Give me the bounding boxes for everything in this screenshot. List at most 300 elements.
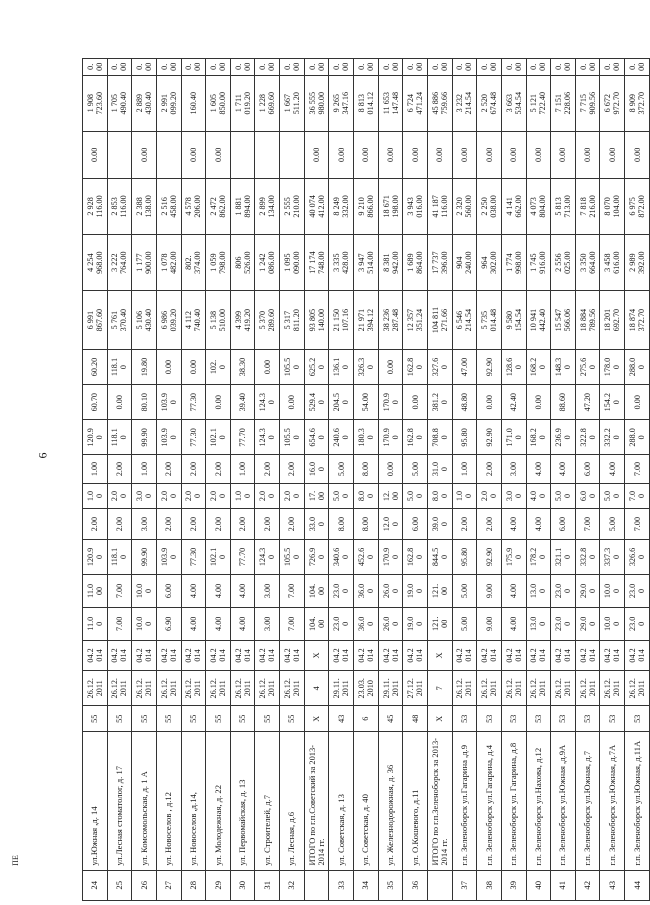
data-cell: 4.00: [206, 575, 231, 608]
data-cell: [230, 131, 255, 178]
resettlement-data-table: [82, 58, 650, 901]
row-number-cell: [427, 870, 452, 900]
data-cell: 45: [378, 706, 403, 732]
data-cell: 1 095 090.00: [280, 235, 305, 291]
data-cell: 04.2 014: [501, 640, 526, 670]
data-cell: 0.00: [452, 131, 477, 178]
data-cell: 5 813 713.00: [551, 178, 576, 234]
data-cell: 0.00: [575, 131, 600, 178]
data-cell: 0.00: [354, 131, 379, 178]
table-row: [501, 59, 526, 901]
data-cell: 7.00: [625, 509, 650, 539]
data-cell: 0.00: [132, 131, 157, 178]
row-number-cell: 29: [206, 870, 231, 900]
data-cell: 105.5 0: [280, 349, 305, 384]
row-number-cell: 27: [156, 870, 181, 900]
data-cell: 1 711 019.20: [230, 75, 255, 131]
address-cell: г.п. Зеленоборск ул.Южная, д.7: [575, 732, 600, 870]
data-cell: 118.1 0: [107, 349, 132, 384]
data-cell: 0. 00: [378, 59, 403, 76]
data-cell: 327.6 0: [427, 349, 452, 384]
row-number-cell: 44: [625, 870, 650, 900]
data-cell: 381.2 0: [427, 385, 452, 420]
data-cell: 340.6 0: [329, 539, 354, 574]
data-cell: 4.00: [501, 509, 526, 539]
data-cell: 178.2 0: [526, 539, 551, 574]
row-number-cell: [304, 870, 329, 900]
data-cell: 27.12. 2011: [403, 671, 428, 706]
data-cell: 04.2 014: [255, 640, 280, 670]
data-cell: 2 991 099.20: [156, 75, 181, 131]
table-row: [280, 59, 305, 901]
data-cell: 10.0 0: [132, 575, 157, 608]
data-cell: 2.0 0: [156, 483, 181, 509]
data-cell: 0.00: [206, 131, 231, 178]
data-cell: 0. 00: [427, 59, 452, 76]
data-cell: 170.9 0: [378, 385, 403, 420]
data-cell: 1 881 894.00: [230, 178, 255, 234]
data-cell: 1 078 482.00: [156, 235, 181, 291]
data-cell: 55: [230, 706, 255, 732]
data-cell: 0. 00: [181, 59, 206, 76]
data-cell: 55: [83, 706, 108, 732]
row-number-cell: 35: [378, 870, 403, 900]
data-cell: 1 705 490.40: [107, 75, 132, 131]
data-cell: 1 667 511.20: [280, 75, 305, 131]
data-cell: 105.5 0: [280, 539, 305, 574]
data-cell: 170.9 0: [378, 420, 403, 455]
row-number-cell: 34: [354, 870, 379, 900]
data-cell: 1 745 916.00: [526, 235, 551, 291]
address-cell: ул. Лесная, д.6: [280, 732, 305, 870]
data-cell: 77.30: [181, 420, 206, 455]
data-cell: 332.2 0: [600, 420, 625, 455]
data-cell: 95.80: [452, 420, 477, 455]
footer-mark: ПЕ: [10, 855, 20, 866]
data-cell: 2.00: [83, 509, 108, 539]
data-cell: 2.00: [230, 509, 255, 539]
data-cell: 26.12. 2011: [206, 671, 231, 706]
data-cell: 54.00: [354, 385, 379, 420]
address-cell: ул. Первомайская, д. 13: [230, 732, 255, 870]
data-cell: 2.00: [181, 455, 206, 483]
data-cell: 26.12. 2011: [575, 671, 600, 706]
data-cell: 121. 00: [427, 607, 452, 640]
data-cell: 0.00: [378, 349, 403, 384]
data-cell: 77.30: [181, 539, 206, 574]
data-cell: 2.00: [206, 509, 231, 539]
data-cell: 55: [181, 706, 206, 732]
data-cell: 7.00: [280, 575, 305, 608]
data-cell: 0. 00: [107, 59, 132, 76]
data-cell: 7.00: [107, 607, 132, 640]
data-cell: 104. 00: [304, 575, 329, 608]
data-cell: 26.12. 2011: [255, 671, 280, 706]
data-cell: 708.8 0: [427, 420, 452, 455]
table-row: [107, 59, 132, 901]
row-number-cell: 38: [477, 870, 502, 900]
data-cell: 8 249 332.00: [329, 178, 354, 234]
data-cell: 160.40: [181, 75, 206, 131]
data-cell: 26.12. 2011: [452, 671, 477, 706]
data-cell: 36 555 980.00: [304, 75, 329, 131]
data-cell: 1 908 723.60: [83, 75, 108, 131]
data-cell: 0.00: [181, 131, 206, 178]
data-cell: 7 715 909.56: [575, 75, 600, 131]
data-cell: 5.0 0: [403, 483, 428, 509]
data-cell: 806 526.00: [230, 235, 255, 291]
data-cell: 5.0 0: [329, 483, 354, 509]
data-cell: 162.8 0: [403, 349, 428, 384]
row-number-cell: 26: [132, 870, 157, 900]
data-cell: 26.12. 2011: [600, 671, 625, 706]
data-cell: 8.00: [354, 509, 379, 539]
data-cell: 5 735 014.48: [477, 291, 502, 350]
data-cell: 18 671 198.00: [378, 178, 403, 234]
data-cell: 7.00: [625, 455, 650, 483]
data-cell: 38.30: [230, 349, 255, 384]
data-cell: 2.00: [452, 509, 477, 539]
data-cell: 6 975 872.00: [625, 178, 650, 234]
data-cell: 1 228 669.60: [255, 75, 280, 131]
address-cell: ул. Молодежная, д. 22: [206, 732, 231, 870]
data-cell: 04.2 014: [206, 640, 231, 670]
data-cell: 6: [354, 706, 379, 732]
row-number-cell: 42: [575, 870, 600, 900]
row-number-cell: 28: [181, 870, 206, 900]
data-cell: 11.0 0: [83, 607, 108, 640]
data-cell: 10.0 0: [600, 607, 625, 640]
data-cell: 53: [501, 706, 526, 732]
data-cell: 6.00: [156, 575, 181, 608]
data-cell: 452.6 0: [354, 539, 379, 574]
data-cell: 19.0 0: [403, 575, 428, 608]
data-cell: 92.90: [477, 539, 502, 574]
data-cell: 26.12. 2011: [526, 671, 551, 706]
data-cell: 128.6 0: [501, 349, 526, 384]
data-cell: 11 653 147.48: [378, 75, 403, 131]
data-cell: 4.00: [501, 607, 526, 640]
data-cell: 654.6 0: [304, 420, 329, 455]
data-cell: 26.12. 2011: [280, 671, 305, 706]
data-cell: 23.0 0: [329, 575, 354, 608]
address-cell: г.п. Зеленоборск ул.Южная ,д.9А: [551, 732, 576, 870]
address-cell: г.п. Зеленоборск ул.Гагарина ,д.9: [452, 732, 477, 870]
data-cell: 0. 00: [206, 59, 231, 76]
table-row: [132, 59, 157, 901]
data-cell: 10 941 442.40: [526, 291, 551, 350]
data-cell: 118.1 0: [107, 539, 132, 574]
data-cell: 29.0 0: [575, 607, 600, 640]
data-cell: 04.2 014: [132, 640, 157, 670]
data-cell: X: [304, 640, 329, 670]
data-cell: 3.00: [501, 455, 526, 483]
data-cell: 18 201 692.70: [600, 291, 625, 350]
data-cell: 0. 00: [600, 59, 625, 76]
data-cell: 53: [477, 706, 502, 732]
data-cell: 0. 00: [403, 59, 428, 76]
data-cell: 4.00: [230, 607, 255, 640]
data-cell: 8.0 0: [427, 483, 452, 509]
data-cell: 4 073 804.00: [526, 178, 551, 234]
data-cell: 8 813 014.12: [354, 75, 379, 131]
data-cell: 7.00: [280, 607, 305, 640]
data-cell: 3.00: [132, 509, 157, 539]
address-cell: г.п. Зеленоборск ул.Южная, д.7А: [600, 732, 625, 870]
data-cell: 904 240.00: [452, 235, 477, 291]
data-cell: 04.2 014: [575, 640, 600, 670]
data-cell: 3.0 0: [501, 483, 526, 509]
data-cell: 0. 00: [526, 59, 551, 76]
data-cell: 3 943 016.00: [403, 178, 428, 234]
data-cell: 2.0 0: [181, 483, 206, 509]
data-cell: 15 547 566.06: [551, 291, 576, 350]
data-cell: 2 989 392.00: [625, 235, 650, 291]
table-row: [403, 59, 428, 901]
data-cell: 0.00: [378, 455, 403, 483]
data-cell: 326.6 0: [625, 539, 650, 574]
address-cell: г.п. Зеленоборск ул. Гагарина, д.8: [501, 732, 526, 870]
address-cell: ул. Комсомольская, д. 1 А: [132, 732, 157, 870]
data-cell: 4.00: [181, 575, 206, 608]
data-cell: [156, 131, 181, 178]
data-cell: 2.00: [280, 509, 305, 539]
data-cell: 0. 00: [156, 59, 181, 76]
data-cell: 53: [551, 706, 576, 732]
table-row: [477, 59, 502, 901]
row-number-cell: 33: [329, 870, 354, 900]
data-cell: 8.00: [354, 455, 379, 483]
data-cell: 23.0 0: [551, 607, 576, 640]
data-cell: 2 555 210.00: [280, 178, 305, 234]
data-cell: 40 074 412.00: [304, 178, 329, 234]
data-cell: 26.12. 2011: [477, 671, 502, 706]
data-cell: 2 556 025.00: [551, 235, 576, 291]
data-cell: 2 899 134.00: [255, 178, 280, 234]
data-cell: 1 242 086.00: [255, 235, 280, 291]
row-number-cell: 30: [230, 870, 255, 900]
data-cell: 1.00: [132, 455, 157, 483]
data-cell: 4.00: [206, 607, 231, 640]
address-cell: ИТОГО по г.п.Советский за 2013-2014 гг.: [304, 732, 329, 870]
table-row: [452, 59, 477, 901]
data-cell: 29.11. 2011: [329, 671, 354, 706]
data-cell: 88.60: [551, 385, 576, 420]
data-cell: 23.0 0: [625, 575, 650, 608]
data-cell: 0.00: [83, 131, 108, 178]
data-cell: 33.0 0: [304, 509, 329, 539]
data-cell: 1.0 0: [452, 483, 477, 509]
data-cell: 17. 00: [304, 483, 329, 509]
data-cell: 240.6 0: [329, 420, 354, 455]
data-cell: 4.00: [230, 575, 255, 608]
data-cell: 120.9 0: [83, 420, 108, 455]
data-cell: 38 236 287.48: [378, 291, 403, 350]
data-cell: 0.00: [551, 131, 576, 178]
table-row: [600, 59, 625, 901]
address-cell: ул. Советская, д. 13: [329, 732, 354, 870]
summary-row: [427, 59, 452, 901]
data-cell: 6 672 972.70: [600, 75, 625, 131]
table-row: [551, 59, 576, 901]
data-cell: 0. 00: [551, 59, 576, 76]
page-number: 6: [35, 452, 50, 459]
data-cell: 178.0 0: [600, 349, 625, 384]
data-cell: 0. 00: [329, 59, 354, 76]
address-cell: ул. О.Кошевого, д.11: [403, 732, 428, 870]
data-cell: 7.00: [575, 509, 600, 539]
document-table-wrapper: [82, 58, 650, 901]
data-cell: [280, 131, 305, 178]
data-cell: 04.2 014: [551, 640, 576, 670]
data-cell: 162.8 0: [403, 420, 428, 455]
data-cell: 12.0 0: [378, 509, 403, 539]
data-cell: 1.00: [452, 455, 477, 483]
data-cell: 29.11. 2011: [378, 671, 403, 706]
data-cell: 18 874 372.70: [625, 291, 650, 350]
data-cell: 288.0 0: [625, 420, 650, 455]
data-cell: 5.00: [452, 607, 477, 640]
row-number-cell: 43: [600, 870, 625, 900]
data-cell: 102.1 0: [206, 420, 231, 455]
data-cell: 2.00: [280, 455, 305, 483]
data-cell: 26.12. 2011: [551, 671, 576, 706]
data-cell: 0.00: [181, 349, 206, 384]
data-cell: 5 106 430.40: [132, 291, 157, 350]
data-cell: 0.00: [526, 131, 551, 178]
row-number-cell: 25: [107, 870, 132, 900]
data-cell: 60.20: [83, 349, 108, 384]
data-cell: 2 250 038.00: [477, 178, 502, 234]
data-cell: 204.5 0: [329, 385, 354, 420]
data-cell: 802. 374.00: [181, 235, 206, 291]
data-cell: 19.0 0: [403, 607, 428, 640]
data-cell: 16.0 0: [304, 455, 329, 483]
data-cell: 8.00: [329, 509, 354, 539]
data-cell: 5 121 722.40: [526, 75, 551, 131]
data-cell: 47.20: [575, 385, 600, 420]
data-cell: 1 689 864.00: [403, 235, 428, 291]
table-row: [181, 59, 206, 901]
data-cell: 0. 00: [575, 59, 600, 76]
data-cell: 13.0 0: [526, 575, 551, 608]
data-cell: X: [304, 706, 329, 732]
data-cell: 04.2 014: [526, 640, 551, 670]
data-cell: 26.0 0: [378, 607, 403, 640]
data-cell: 60.70: [83, 385, 108, 420]
data-cell: 4 112 740.40: [181, 291, 206, 350]
data-cell: 95.80: [452, 539, 477, 574]
data-cell: 332.8 0: [575, 539, 600, 574]
data-cell: 5 138 510.00: [206, 291, 231, 350]
data-cell: 168.2 0: [526, 420, 551, 455]
data-cell: 92.90: [477, 420, 502, 455]
data-cell: 04.2 014: [378, 640, 403, 670]
row-number-cell: 39: [501, 870, 526, 900]
data-cell: 9 265 347.16: [329, 75, 354, 131]
data-cell: 99.90: [132, 420, 157, 455]
table-row: [83, 59, 108, 901]
data-cell: 8 909 372.70: [625, 75, 650, 131]
data-cell: 04.2 014: [156, 640, 181, 670]
data-cell: 5.00: [600, 509, 625, 539]
data-cell: 3.00: [255, 575, 280, 608]
row-number-cell: 31: [255, 870, 280, 900]
data-cell: 23.0 0: [551, 575, 576, 608]
data-cell: 148.3 0: [551, 349, 576, 384]
data-cell: 1 605 850.00: [206, 75, 231, 131]
data-cell: 43: [329, 706, 354, 732]
data-cell: 2.0 0: [107, 483, 132, 509]
data-cell: 170.9 0: [378, 539, 403, 574]
data-cell: 5 317 811.20: [280, 291, 305, 350]
data-cell: 7 151 228.06: [551, 75, 576, 131]
data-cell: 8 381 942.00: [378, 235, 403, 291]
address-cell: ул.Южная ,д. 14: [83, 732, 108, 870]
row-number-cell: 37: [452, 870, 477, 900]
data-cell: 18 884 789.56: [575, 291, 600, 350]
data-cell: 1.00: [83, 455, 108, 483]
table-row: [354, 59, 379, 901]
data-cell: 124.3 0: [255, 385, 280, 420]
data-cell: 55: [255, 706, 280, 732]
data-cell: 6 724 471.24: [403, 75, 428, 131]
row-number-cell: 41: [551, 870, 576, 900]
data-cell: 4.00: [526, 509, 551, 539]
data-cell: 9.00: [477, 575, 502, 608]
data-cell: 4 141 662.00: [501, 178, 526, 234]
data-cell: 04.2 014: [403, 640, 428, 670]
data-cell: 337.3 0: [600, 539, 625, 574]
data-cell: 121. 00: [427, 575, 452, 608]
address-cell: ул. Строителей, д.7: [255, 732, 280, 870]
data-cell: 99.90: [132, 539, 157, 574]
data-cell: 0. 00: [354, 59, 379, 76]
data-cell: 26.0 0: [378, 575, 403, 608]
data-cell: 12. 00: [378, 483, 403, 509]
data-cell: 53: [452, 706, 477, 732]
data-cell: 6.0 0: [575, 483, 600, 509]
data-cell: 0. 00: [304, 59, 329, 76]
data-cell: 105.5 0: [280, 420, 305, 455]
data-cell: 10.0 0: [600, 575, 625, 608]
data-cell: 04.2 014: [280, 640, 305, 670]
data-cell: 0.00: [526, 385, 551, 420]
row-number-cell: 36: [403, 870, 428, 900]
data-cell: 2 928 116.00: [83, 178, 108, 234]
data-cell: 2.00: [255, 509, 280, 539]
data-cell: 26.12. 2011: [107, 671, 132, 706]
data-cell: 2.00: [181, 509, 206, 539]
data-cell: 53: [625, 706, 650, 732]
data-cell: 04.2 014: [230, 640, 255, 670]
data-cell: 0. 00: [501, 59, 526, 76]
data-cell: 102.1 0: [206, 539, 231, 574]
data-cell: 5.00: [329, 455, 354, 483]
data-cell: 0. 00: [132, 59, 157, 76]
data-cell: 4.00: [526, 455, 551, 483]
data-cell: 326.3 0: [354, 349, 379, 384]
data-cell: 2.00: [107, 509, 132, 539]
data-cell: 136.1 0: [329, 349, 354, 384]
data-cell: 26.12. 2011: [501, 671, 526, 706]
data-cell: 103.9 0: [156, 420, 181, 455]
data-cell: 04.2 014: [600, 640, 625, 670]
data-cell: 0. 00: [625, 59, 650, 76]
data-cell: 3.00: [255, 607, 280, 640]
data-cell: 04.2 014: [107, 640, 132, 670]
data-cell: 53: [526, 706, 551, 732]
